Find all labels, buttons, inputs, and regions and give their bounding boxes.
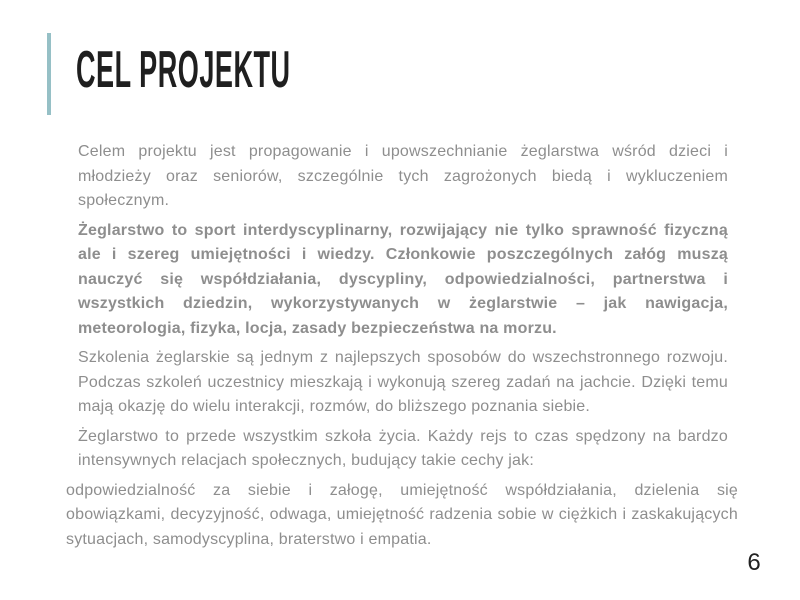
page-number: 6 [747,549,761,576]
title-accent-bar [47,33,51,115]
body-paragraph: Szkolenia żeglarskie są jednym z najlepszych sposobów do wszechstronnego rozwoju. Podczas szkoleń uczestnicy mieszkają i wykonują szereg zadań na jachcie. Dzięki temu mają okazję do wielu interakcji, rozmów, do bliższego poznania siebie. [78,349,728,415]
body-text-block [66,140,738,557]
body-paragraph: odpowiedzialność za siebie i załogę, umiejętność współdziałania, dzielenia się obowiązkami, decyzyjność, odwaga, umiejętność radzenia sobie w ciężkich i zaskakujących sytuacjach, samodyscyplina, braterstwo i empatia. [66,481,738,548]
body-paragraph: Celem projektu jest propagowanie i upowszechnianie żeglarstwa wśród dzieci i młodzieży oraz seniorów, szczególnie tych zagrożonych biedą i wykluczeniem społecznym. [78,143,728,209]
body-paragraph: Żeglarstwo to sport interdyscyplinarny, rozwijający nie tylko sprawność fizyczną ale i szereg umiejętności i wiedzy. Członkowie poszczególnych załóg muszą nauczyć się współdziałania, dyscypliny, odpowiedzialności, partnerstwa i wszystkich dziedzin, wykorzystywanych w żeglarstwie – jak nawigacja, meteorologia, fizyka, locja, zasady bezpieczeństwa na morzu. [78,221,728,337]
body-paragraph: Żeglarstwo to przede wszystkim szkoła życia. Każdy rejs to czas spędzony na bardzo intensywnych relacjach społecznych, budujący takie cechy jak: [78,427,728,469]
page-title: CEL PROJEKTU [76,41,291,99]
